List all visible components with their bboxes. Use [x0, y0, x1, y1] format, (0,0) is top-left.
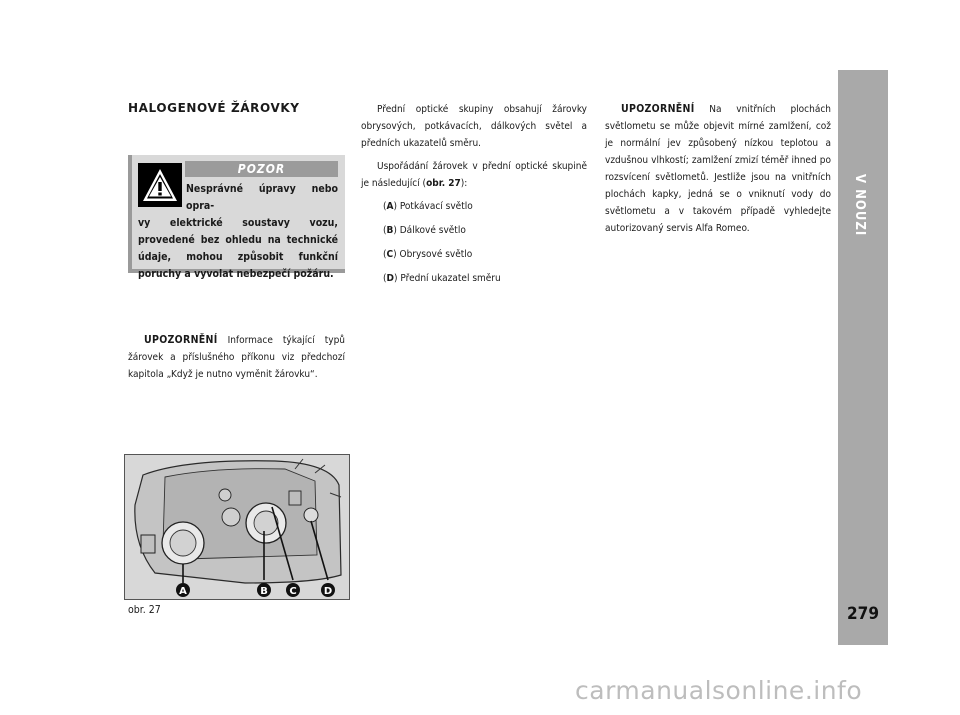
footer-watermark: carmanualsonline.info	[575, 676, 863, 705]
col2-paragraph-2	[361, 158, 587, 192]
page-heading: HALOGENOVÉ ŽÁROVKY	[128, 101, 300, 115]
page-number: 279	[847, 604, 879, 624]
warning-text-rest: vy elektrické soustavy vozu, provedené bez ohledu na technické údaje, mohou způsobit funkční poruchy a vyvolat nebezpečí požáru.	[138, 217, 338, 280]
item-text: Přední ukazatel směru	[400, 273, 501, 284]
headlight-figure	[124, 454, 350, 600]
note-left	[128, 332, 345, 383]
item-key: B	[386, 225, 394, 236]
list-item: (C) Obrysové světlo	[383, 249, 473, 260]
label-b: B	[260, 586, 268, 597]
warning-box-shadow	[128, 155, 132, 273]
label-d: D	[323, 586, 333, 597]
col2-paragraph-1: Přední optické skupiny obsahují žárovky obrysových, potkávacích, dálkových světel a předních ukazatelů směru.	[361, 104, 587, 149]
item-key: D	[386, 273, 394, 284]
headlight-illustration	[125, 455, 349, 599]
figure-caption: obr. 27	[128, 604, 161, 616]
warning-title: POZOR	[185, 161, 338, 177]
col2-p2-pre: Uspořádání žárovek v přední optické skupině je následující (	[361, 161, 587, 189]
item-text: Obrysové světlo	[399, 249, 473, 260]
section-title: V NOUZI	[852, 174, 867, 237]
warning-text-line1: Nesprávné úpravy nebo opra-	[186, 183, 338, 212]
note-right-lead: UPOZORNĚNÍ	[621, 103, 695, 115]
list-item: (B) Dálkové světlo	[383, 225, 466, 236]
item-key: A	[386, 201, 394, 212]
side-tab	[838, 70, 888, 645]
warning-text	[138, 181, 338, 283]
bulb-layout-text	[361, 101, 587, 294]
item-key: C	[386, 249, 394, 260]
note-right-text: Na vnitřních plochách světlometu se může objevit mírné zamlžení, což je normální jev způsobený nízkou teplotou a vzdušnou vlhkostí; zamlžení zmizí téměř ihned po rozsvícení světlometů. Jestliže jsou na vnitřních plochách kapky, jedná se o vniknutí vody do světlometu a v takovém případě vyhledejte autorizovaný servis Alfa Romeo.	[605, 104, 831, 234]
label-a: A	[179, 586, 187, 597]
warning-box	[128, 155, 345, 280]
item-text: Potkávací světlo	[399, 201, 473, 212]
note-right	[605, 101, 831, 237]
note-left-lead: UPOZORNĚNÍ	[144, 334, 218, 346]
list-item: (A) Potkávací světlo	[383, 201, 473, 212]
col2-p2-post: ):	[460, 178, 468, 189]
label-c: C	[289, 586, 297, 597]
figure-reference: obr. 27	[426, 178, 461, 189]
list-item: (D) Přední ukazatel směru	[383, 273, 501, 284]
note-left-text: Informace týkající typů žárovek a příslušného příkonu viz předchozí kapitola „Když je nutno vyměnit žárovku“.	[128, 335, 345, 380]
item-text: Dálkové světlo	[399, 225, 466, 236]
